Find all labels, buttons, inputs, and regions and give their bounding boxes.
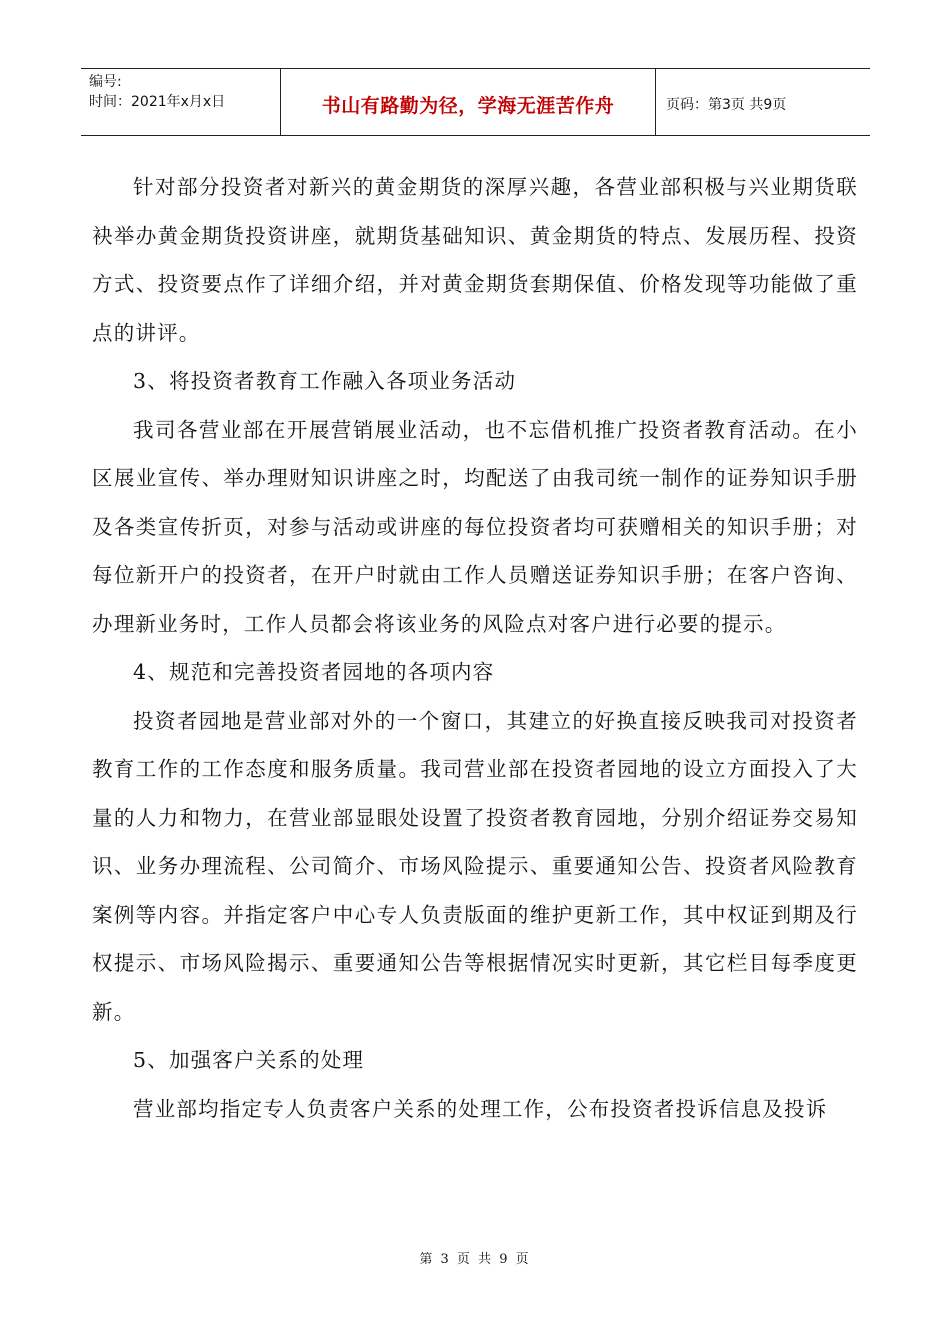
header-page-code: 页码：第3页 共9页 <box>666 97 787 113</box>
header-table <box>81 68 870 136</box>
header-motto-cell <box>281 69 656 135</box>
section-heading-4: 4、规范和完善投资者园地的各项内容 <box>133 660 495 684</box>
body-paragraph: 投资者园地是营业部对外的一个窗口，其建立的好换直接反映我司对投资者教育工作的工作态度和服务质量。我司营业部在投资者园地的设立方面投入了大量的人力和物力，在营业部显眼处设置了投资者教育园地，分别介绍证券交易知识、业务办理流程、公司简介、市场风险提示、重要通知公告、投资者风险教育案例等内容。并指定客户中心专人负责版面的维护更新工作，其中权证到期及行权提示、市场风险揭示、重要通知公告等根据情况实时更新，其它栏目每季度更新。 <box>92 708 858 1024</box>
body-paragraph: 营业部均指定专人负责客户关系的处理工作，公布投资者投诉信息及投诉 <box>133 1096 828 1121</box>
body-paragraph: 我司各营业部在开展营销展业活动，也不忘借机推广投资者教育活动。在小区展业宣传、举办理财知识讲座之时，均配送了由我司统一制作的证券知识手册及各类宣传折页，对参与活动或讲座的每位投资者均可获赠相关的知识手册；对每位新开户的投资者，在开户时就由工作人员赠送证券知识手册；在客户咨询、办理新业务时，工作人员都会将该业务的风险点对客户进行必要的提示。 <box>92 417 858 636</box>
document-body <box>92 163 858 1133</box>
document-number-label: 编号: <box>89 74 122 90</box>
header-motto: 书山有路勤为径，学海无涯苦作舟 <box>321 94 615 117</box>
body-paragraph: 针对部分投资者对新兴的黄金期货的深厚兴趣，各营业部积极与兴业期货联袂举办黄金期货投资讲座，就期货基础知识、黄金期货的特点、发展历程、投资方式、投资要点作了详细介绍，并对黄金期货套期保值、价格发现等功能做了重点的讲评。 <box>92 175 858 345</box>
section-heading-5: 5、加强客户关系的处理 <box>133 1048 365 1072</box>
header-meta-cell <box>81 69 281 135</box>
document-date-label: 时间：2021年x月x日 <box>89 94 226 110</box>
section-heading-3: 3、将投资者教育工作融入各项业务活动 <box>133 369 517 393</box>
page-footer: 第 3 页 共 9 页 <box>419 1252 531 1267</box>
header-page-cell <box>656 69 870 135</box>
